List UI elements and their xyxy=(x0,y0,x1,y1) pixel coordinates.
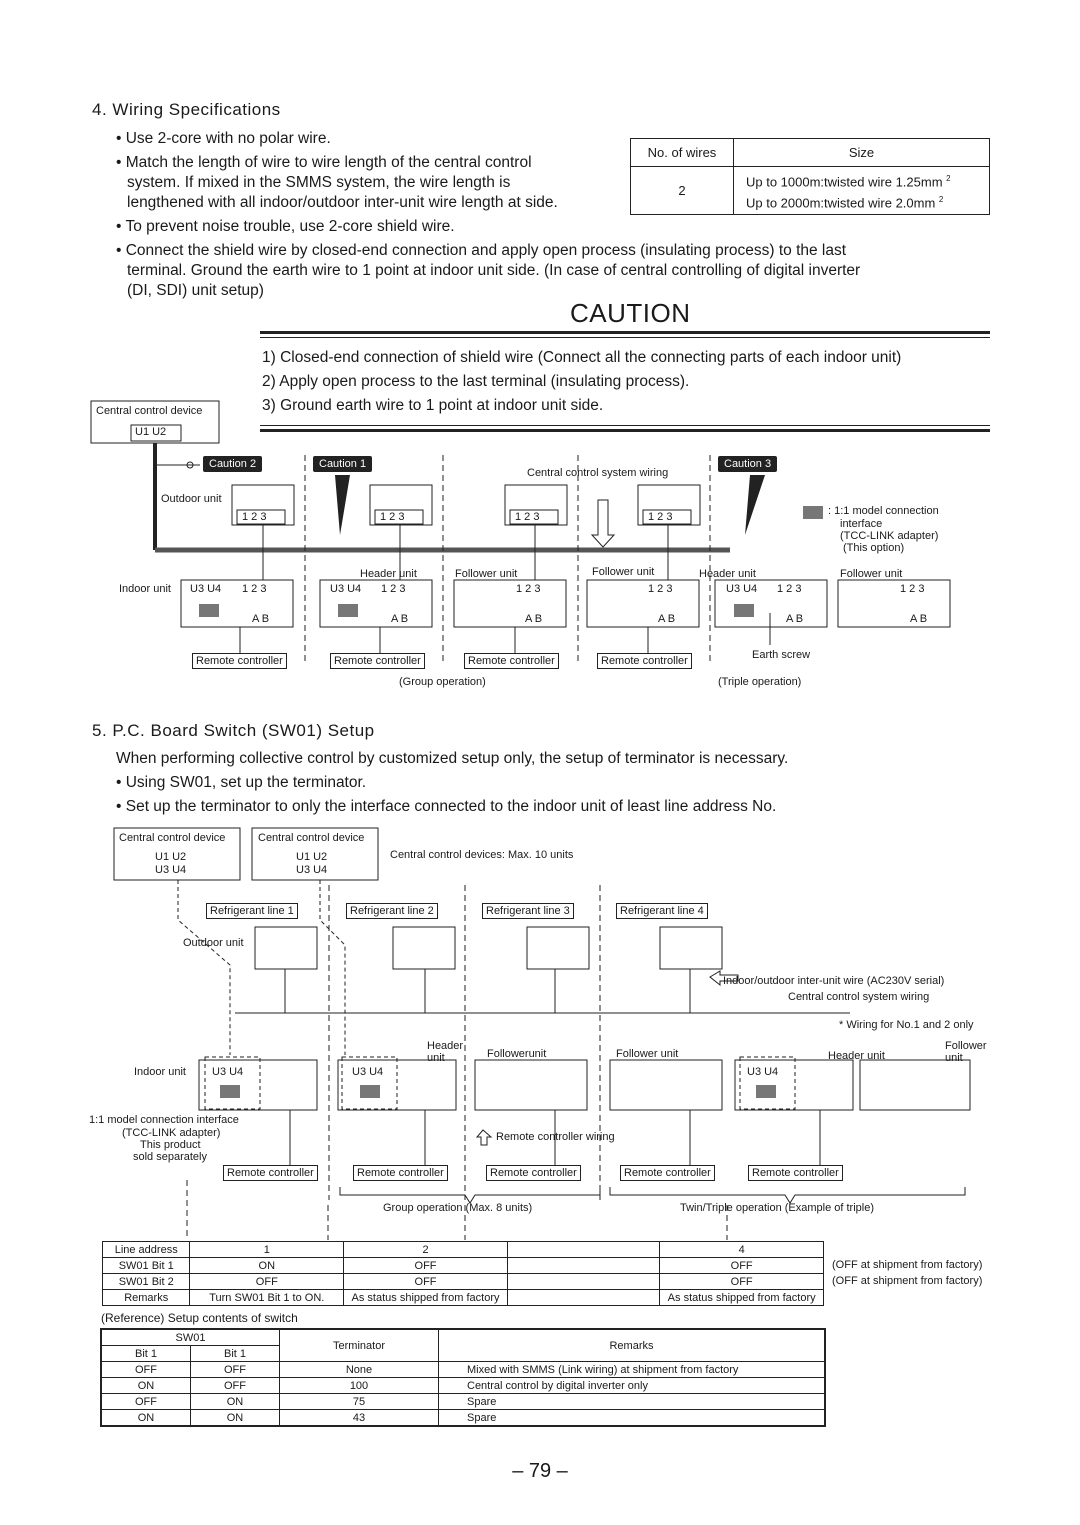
factory-note: (OFF at shipment from factory) xyxy=(832,1259,983,1271)
remote-controller-box: Remote controller xyxy=(597,653,692,669)
central-device-label: Central control device xyxy=(258,832,365,844)
group-max-label: Group operation (Max. 8 units) xyxy=(383,1202,533,1214)
follower-unit-label: Follower unit xyxy=(455,568,518,580)
ab-label: A B xyxy=(786,613,804,625)
u3u4-label: U3 U4 xyxy=(296,864,328,876)
factory-note: (OFF at shipment from factory) xyxy=(832,1275,983,1287)
caution3-pointer xyxy=(745,475,765,535)
refrigerant-line-1: Refrigerant line 1 xyxy=(206,903,298,919)
ab-label: A B xyxy=(910,613,928,625)
bullet-continuation: system. If mixed in the SMMS system, the wire length is xyxy=(127,174,511,191)
unit-label: unit xyxy=(945,1052,963,1064)
terminal-label: 1 2 3 xyxy=(242,511,267,523)
u1u2-label: U1 U2 xyxy=(155,851,187,863)
table-header: 1 xyxy=(190,1242,344,1258)
terminator-header: Terminator xyxy=(280,1329,439,1362)
section5-intro: When performing collective control by customized setup only, the setup of terminator is necessary. xyxy=(116,750,789,767)
down-arrow-icon xyxy=(592,500,614,547)
up-arrow-icon xyxy=(477,1130,491,1145)
rc-wiring-label: Remote controller wiring xyxy=(496,1131,615,1143)
size-value: Up to 1000m:twisted wire 1.25mm $^2$ Up to 2000m:twisted wire 2.0mm $^2$ xyxy=(734,167,990,215)
remote-controller-box: Remote controller xyxy=(223,1165,318,1181)
u1u2-label: U1 U2 xyxy=(135,426,167,438)
wiring-note-label: * Wiring for No.1 and 2 only xyxy=(839,1019,974,1031)
remote-controller-box: Remote controller xyxy=(464,653,559,669)
system-wiring-label: Central control system wiring xyxy=(788,991,930,1003)
caution-rule-top xyxy=(260,331,990,334)
terminal-label: 1 2 3 xyxy=(515,511,540,523)
caution1-tag: Caution 1 xyxy=(313,456,372,472)
header-unit-label: Header unit xyxy=(828,1050,885,1062)
bullet-continuation: (DI, SDI) unit setup) xyxy=(127,282,264,299)
central-device-label: Central control device xyxy=(96,405,203,417)
section4-heading: 4. Wiring Specifications xyxy=(92,100,281,119)
u1u2-label: U1 U2 xyxy=(296,851,328,863)
follower-unit-label: Follower unit xyxy=(616,1048,679,1060)
bullet-item: • Use 2-core with no polar wire. xyxy=(116,130,331,147)
twin-triple-label: Twin/Triple operation (Example of triple) xyxy=(680,1202,875,1214)
u3u4-label: U3 U4 xyxy=(726,583,758,595)
group-operation-label: (Group operation) xyxy=(399,676,486,688)
earth-screw-label: Earth screw xyxy=(752,649,811,661)
system-wiring-label: Central control system wiring xyxy=(527,467,669,479)
u3u4-label: U3 U4 xyxy=(155,864,187,876)
unit-label: unit xyxy=(427,1052,445,1064)
wires-value: 2 xyxy=(631,167,734,215)
terminal-label: 1 2 3 xyxy=(380,511,405,523)
caution-title: CAUTION xyxy=(570,298,691,328)
central-device-label: Central control device xyxy=(119,832,226,844)
terminal-label: 1 2 3 xyxy=(900,583,925,595)
indoor-unit-label: Indoor unit xyxy=(119,583,171,595)
refrigerant-line-4: Refrigerant line 4 xyxy=(616,903,708,919)
bullet-continuation: terminal. Ground the earth wire to 1 point at indoor unit side. (In case of central controlling of digital inverter xyxy=(127,262,861,279)
header-unit-label: Header unit xyxy=(699,568,756,580)
table-row: Remarks Turn SW01 Bit 1 to ON. As status shipped from factory As status shipped from factory xyxy=(103,1290,824,1306)
terminal-label: 1 2 3 xyxy=(516,583,541,595)
ab-label: A B xyxy=(252,613,270,625)
follower-unit-label: Follower unit xyxy=(592,566,655,578)
follower-unit-label: Followerunit xyxy=(487,1048,547,1060)
caution-item: 1) Closed-end connection of shield wire (Connect all the connecting parts of each indoor unit) xyxy=(262,349,902,366)
wire-spec-table xyxy=(630,138,990,215)
bullet-item: • Match the length of wire to wire length of the central control xyxy=(116,154,532,171)
legend-swatch xyxy=(803,506,823,519)
remote-controller-box: Remote controller xyxy=(486,1165,581,1181)
reference-table xyxy=(100,1328,826,1427)
caution-item: 2) Apply open process to the last terminal (insulating process). xyxy=(262,373,690,390)
bit-header: Bit 1 xyxy=(101,1346,191,1362)
bit-header: Bit 1 xyxy=(191,1346,280,1362)
col-size: Size xyxy=(734,139,990,167)
table-header: 4 xyxy=(660,1242,824,1258)
bullet-continuation: lengthened with all indoor/outdoor inter-unit wire length at side. xyxy=(127,194,558,211)
bullet-item: • Using SW01, set up the terminator. xyxy=(116,774,367,791)
max-units-label: Central control devices: Max. 10 units xyxy=(390,849,574,861)
header-label: Header xyxy=(427,1040,464,1052)
table-header: 2 xyxy=(344,1242,508,1258)
table-header: Line address xyxy=(103,1242,190,1258)
legend-text: : 1:1 model connection xyxy=(828,505,939,517)
terminal-label: 1 2 3 xyxy=(648,511,673,523)
terminal-label: 1 2 3 xyxy=(648,583,673,595)
follower-unit-label: Follower unit xyxy=(840,568,903,580)
u3u4-label: U3 U4 xyxy=(352,1066,384,1078)
u3u4-label: U3 U4 xyxy=(190,583,222,595)
caution2-tag: Caution 2 xyxy=(203,456,262,472)
caution1-pointer xyxy=(335,475,350,535)
table-header xyxy=(507,1242,659,1258)
remote-controller-box: Remote controller xyxy=(353,1165,448,1181)
outdoor-unit-label: Outdoor unit xyxy=(161,493,222,505)
bullet-item: • To prevent noise trouble, use 2-core shield wire. xyxy=(116,218,455,235)
u3u4-label: U3 U4 xyxy=(330,583,362,595)
indoor-unit-group xyxy=(181,580,950,627)
indoor-unit-label: Indoor unit xyxy=(134,1066,186,1078)
wiring-diagram-2 xyxy=(0,825,1080,1245)
u3u4-label: U3 U4 xyxy=(747,1066,779,1078)
legend-text: (This option) xyxy=(843,542,905,554)
sw01-header: SW01 xyxy=(101,1329,280,1346)
remote-controller-box: Remote controller xyxy=(748,1165,843,1181)
outdoor-unit-label: Outdoor unit xyxy=(183,937,244,949)
ab-label: A B xyxy=(525,613,543,625)
table-row: ON OFF 100 Central control by digital inverter only xyxy=(101,1378,825,1394)
tcc-label: This product xyxy=(140,1139,201,1151)
outdoor-unit-group xyxy=(232,485,700,525)
col-wires: No. of wires xyxy=(631,139,734,167)
inter-unit-wire-label: Indoor/outdoor inter-unit wire (AC230V serial) xyxy=(723,975,945,987)
remote-controller-box: Remote controller xyxy=(620,1165,715,1181)
header-unit-label: Header unit xyxy=(360,568,417,580)
terminal-label: 1 2 3 xyxy=(777,583,802,595)
terminal-label: 1 2 3 xyxy=(242,583,267,595)
triple-operation-label: (Triple operation) xyxy=(718,676,802,688)
follower-label: Follower xyxy=(945,1040,987,1052)
terminal-label: 1 2 3 xyxy=(381,583,406,595)
remote-controller-box: Remote controller xyxy=(192,653,287,669)
ab-label: A B xyxy=(391,613,409,625)
wiring-diagram-1 xyxy=(0,395,1080,695)
legend-text: interface xyxy=(840,518,883,530)
tcc-label: sold separately xyxy=(133,1151,207,1163)
line-address-table xyxy=(102,1241,824,1306)
table-row: OFF ON 75 Spare xyxy=(101,1394,825,1410)
u3u4-label: U3 U4 xyxy=(212,1066,244,1078)
bullet-item: • Connect the shield wire by closed-end connection and apply open process (insulating process) to the last xyxy=(116,242,847,259)
reference-title: (Reference) Setup contents of switch xyxy=(101,1311,298,1325)
tcc-label: (TCC-LINK adapter) xyxy=(122,1127,221,1139)
page-number: – 79 – xyxy=(512,1460,568,1482)
section5-heading: 5. P.C. Board Switch (SW01) Setup xyxy=(92,721,375,740)
bullet-item: • Set up the terminator to only the interface connected to the indoor unit of least line address No. xyxy=(116,798,777,815)
table-row: ON ON 43 Spare xyxy=(101,1410,825,1427)
remote-controller-box: Remote controller xyxy=(330,653,425,669)
table-row: SW01 Bit 1 ON OFF OFF xyxy=(103,1258,824,1274)
caution-rule-top2 xyxy=(260,337,990,338)
table-row: SW01 Bit 2 OFF OFF OFF xyxy=(103,1274,824,1290)
caution-item: 3) Ground earth wire to 1 point at indoor unit side. xyxy=(262,397,604,414)
remarks-header: Remarks xyxy=(439,1329,826,1362)
table-row: OFF OFF None Mixed with SMMS (Link wiring) at shipment from factory xyxy=(101,1362,825,1378)
legend-text: (TCC-LINK adapter) xyxy=(840,530,939,542)
ab-label: A B xyxy=(658,613,676,625)
refrigerant-line-3: Refrigerant line 3 xyxy=(482,903,574,919)
caution3-tag: Caution 3 xyxy=(718,456,777,472)
tcc-label: 1:1 model connection interface xyxy=(89,1114,239,1126)
refrigerant-line-2: Refrigerant line 2 xyxy=(346,903,438,919)
